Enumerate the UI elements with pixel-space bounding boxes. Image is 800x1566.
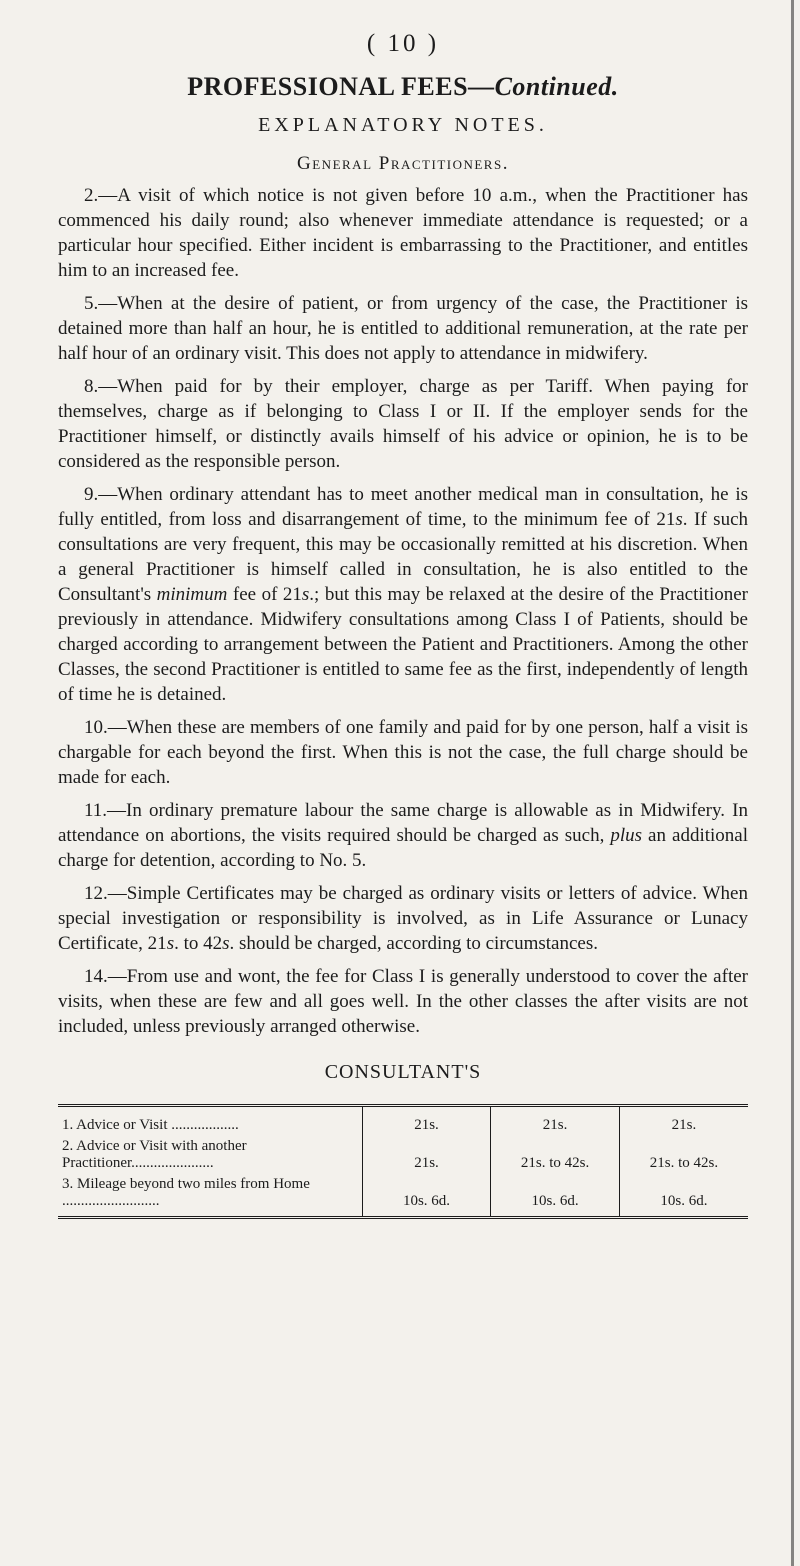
note-12-part-a: 12.—Simple Certificates may be charged as ordinary visits or letters of advice. When special investigation or responsibility is involved, as in Life Assurance or Lunacy Certificate, 21: [58, 883, 748, 954]
note-12-shilling-2: s: [222, 933, 230, 954]
fee-cell: 21s.: [491, 1106, 620, 1137]
fee-cell: 21s.: [619, 1106, 748, 1137]
note-11-plus: plus: [610, 825, 643, 846]
note-9-shilling-1: s: [675, 509, 683, 530]
fee-cell: 10s. 6d.: [491, 1174, 620, 1218]
note-12-shilling-1: s: [166, 933, 175, 954]
note-5: 5.—When at the desire of patient, or from urgency of the case, the Practitioner is detained more than half an hour, he is entitled to additional remuneration, at the rate per half hour of an ordinary visit. This does not apply to attendance in midwifery.: [58, 293, 748, 364]
note-2: 2.—A visit of which notice is not given before 10 a.m., when the Practitioner has commenced his daily round; also whenever immediate attendance is requested; or a particular hour specified. Either incident is embarrassing to the Practitioner, and entitles him to an increased fee.: [58, 185, 748, 281]
document-page: [58, 30, 748, 1219]
fee-cell: 10s. 6d.: [619, 1174, 748, 1218]
page-title: [58, 72, 748, 102]
title-continued: Continued.: [494, 72, 619, 101]
table-row: [58, 1136, 748, 1174]
table-row: [58, 1106, 748, 1137]
note-9: [58, 482, 748, 707]
row-label: 2. Advice or Visit with another Practitioner......................: [62, 1138, 247, 1171]
table-row: [58, 1174, 748, 1218]
note-14: 14.—From use and wont, the fee for Class I is generally understood to cover the after visits, when these are few and all goes well. In the other classes the after visits are not included, unless previously arranged otherwise.: [58, 966, 748, 1037]
fee-cell: 21s. to 42s.: [491, 1136, 620, 1174]
note-12: [58, 881, 748, 956]
note-12-part-c: . should be charged, according to circumstances.: [229, 933, 598, 954]
fee-cell: 10s. 6d.: [362, 1174, 491, 1218]
note-9-shilling-2: s: [301, 584, 310, 605]
note-8: 8.—When paid for by their employer, charge as per Tariff. When paying for themselves, charge as if belonging to Class I or II. If the employer sends for the Practitioner himself, or distinctly avails himself of his advice or opinion, he is to be considered as the responsible person.: [58, 376, 748, 472]
row-label: 3. Mileage beyond two miles from Home ..........................: [62, 1176, 310, 1209]
note-11: [58, 798, 748, 873]
page-number: ( 10 ): [366, 30, 440, 57]
consultant-fee-table: [58, 1104, 748, 1219]
note-11-part-b: an additional charge for detention, according to No. 5.: [58, 825, 748, 871]
general-practitioners-heading: General Practitioners.: [297, 153, 509, 174]
note-12-part-b: . to 42: [174, 933, 223, 954]
consultants-heading: CONSULTANT'S: [324, 1061, 482, 1083]
note-10: 10.—When these are members of one family and paid for by one person, half a visit is chargable for each beyond the first. When this is not the case, the full charge should be made for each.: [58, 717, 748, 788]
fee-cell: 21s.: [362, 1136, 491, 1174]
row-label: 1. Advice or Visit ..................: [62, 1117, 239, 1133]
note-9-minimum: minimum: [156, 584, 228, 605]
page-edge-shadow: [791, 0, 794, 1566]
explanatory-notes-heading: EXPLANATORY NOTES.: [258, 114, 548, 136]
fee-cell: 21s.: [362, 1106, 491, 1137]
note-9-part-d: .; but this may be relaxed at the desire of the Practitioner previously in attendance. Midwifery consultations among Class I of Patients, should be charged according to arrangement between the Patient and Practitioners. Among the other Classes, the second Practitioner is entitled to same fee as the first, independently of length of time he is detained.: [58, 584, 748, 705]
note-9-part-a: 9.—When ordinary attendant has to meet another medical man in consultation, he is fully entitled, from loss and disarrangement of time, to the minimum fee of 21: [58, 484, 748, 530]
fee-cell: 21s. to 42s.: [619, 1136, 748, 1174]
note-9-part-c: fee of 21: [227, 584, 302, 605]
note-11-part-a: 11.—In ordinary premature labour the same charge is allowable as in Midwifery. In attendance on abortions, the visits required should be charged as such,: [58, 800, 748, 846]
note-9-part-b: . If such consultations are very frequent, this may be occasionally remitted at his discretion. When a general Practitioner is himself called in consultation, he is also entitled to the Consultant's: [58, 509, 749, 605]
title-main: PROFESSIONAL FEES—: [187, 72, 495, 101]
